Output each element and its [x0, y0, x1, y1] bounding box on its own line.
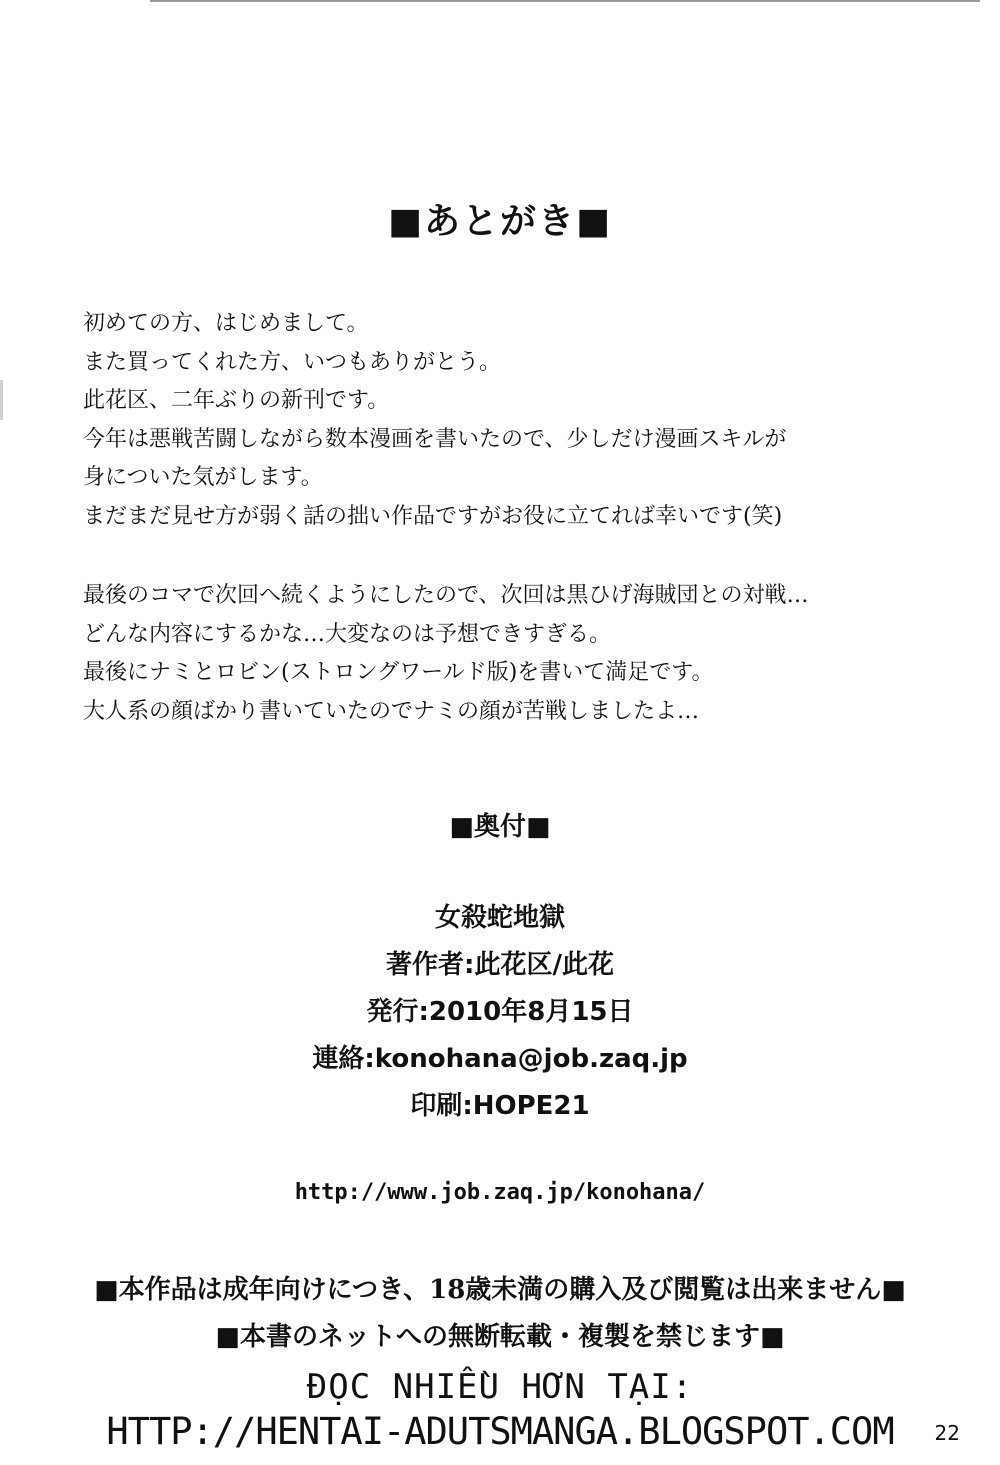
afterword-paragraph-1	[83, 305, 786, 536]
colophon-title: ■奥付■	[449, 812, 551, 842]
afterword-line: 今年は悪戦苦闘しながら数本漫画を書いたので、少しだけ漫画スキルが	[83, 426, 787, 452]
afterword-line: 身についた気がします。	[83, 465, 323, 490]
contact-line: 連絡:konohana@job.zaq.jp	[312, 1044, 688, 1074]
book-title: 女殺蛇地獄	[434, 903, 565, 933]
scan-note-heading: ĐỌC NHIỀU HƠN TẠI:	[306, 1367, 694, 1407]
afterword-line: 最後のコマで次回へ続くようにしたので、次回は黒ひげ海賊団との対戦…	[83, 583, 809, 608]
copy-notice: ■本書のネットへの無断転載・複製を禁じます■	[215, 1322, 785, 1352]
afterword-paragraph-2	[83, 577, 809, 731]
author-line: 著作者:此花区/此花	[386, 950, 614, 980]
page-number: 22	[934, 1421, 960, 1445]
afterword-line: また買ってくれた方、いつもありがとう。	[83, 349, 502, 375]
afterword-line: 此花区、二年ぶりの新刊です。	[83, 388, 390, 413]
afterword-line: まだまだ見せ方が弱く話の拙い作品ですがお役に立てれば幸いです(笑)	[83, 503, 783, 529]
top-rule	[150, 0, 980, 2]
afterword-line: どんな内容にするかな…大変なのは予想できすぎる。	[83, 621, 612, 647]
printer-line: 印刷:HOPE21	[410, 1091, 590, 1121]
publish-date-line: 発行:2010年8月15日	[366, 997, 634, 1027]
afterword-line: 初めての方、はじめまして。	[83, 311, 369, 336]
afterword-line: 大人系の顔ばかり書いていたのでナミの顔が苦戦しましたよ…	[83, 698, 700, 724]
scan-note-url: HTTP://HENTAI-ADUTSMANGA.BLOGSPOT.COM	[106, 1410, 894, 1453]
afterword-line: 最後にナミとロビン(ストロングワールド版)を書いて満足です。	[83, 660, 714, 685]
afterword-title: ■あとがき■	[387, 200, 613, 242]
scan-edge-mark	[0, 380, 3, 420]
colophon-block	[0, 895, 1000, 1130]
website-url: http://www.job.zaq.jp/konohana/	[294, 1180, 706, 1205]
adult-notice: ■本作品は成年向けにつき、18歳未満の購入及び閲覧は出来ません■	[94, 1275, 906, 1305]
